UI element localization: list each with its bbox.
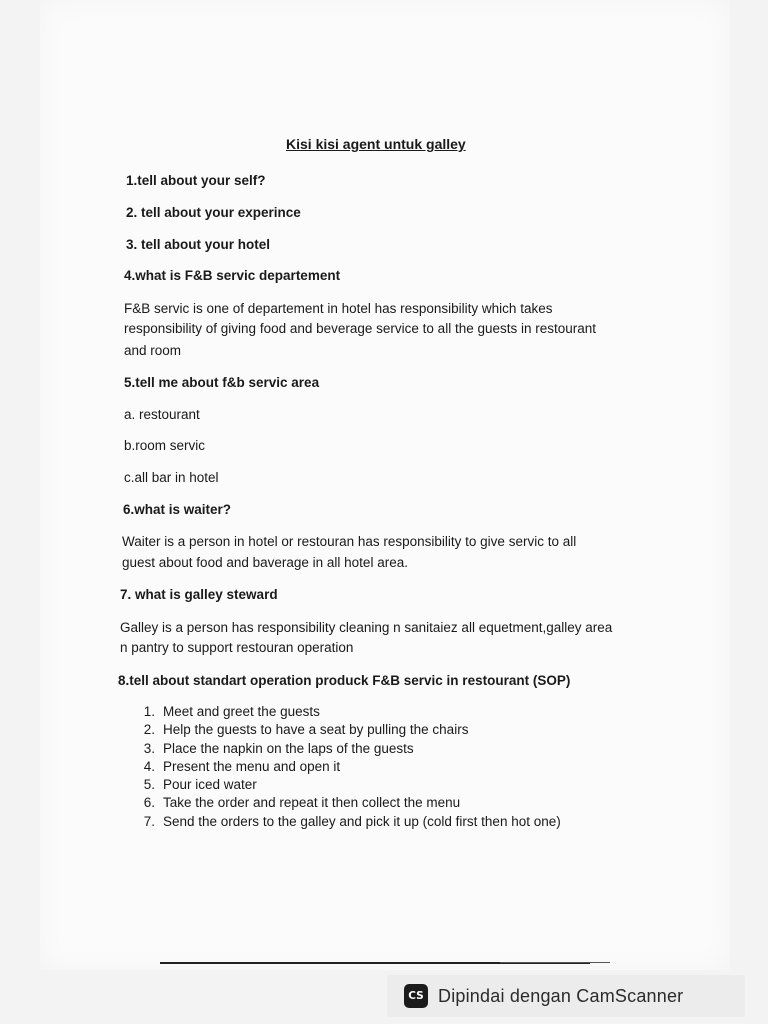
- answer-6-line-2: guest about food and baverage in all hotel area.: [122, 555, 408, 570]
- list-item-number: 7.: [143, 813, 155, 829]
- answer-4-line-3: and room: [124, 343, 182, 358]
- question-7: 7. what is galley steward: [120, 587, 278, 602]
- sop-list: [135, 703, 561, 831]
- list-item: [135, 740, 561, 758]
- list-item: [135, 703, 561, 721]
- question-8: 8.tell about standart operation produck F&B servic in restourant (SOP): [118, 673, 571, 688]
- document-title: Kisi kisi agent untuk galley: [286, 136, 466, 152]
- question-5: 5.tell me about f&b servic area: [124, 375, 320, 390]
- list-item-text: Pour iced water: [163, 777, 257, 793]
- question-1: 1.tell about your self?: [126, 173, 266, 188]
- camscanner-text: Dipindai dengan CamScanner: [438, 985, 684, 1006]
- answer-7-line-1: Galley is a person has responsibility cleaning n sanitaiez all equetment,galley area: [120, 620, 613, 635]
- camscanner-watermark: [387, 975, 745, 1017]
- list-item-number: 2.: [143, 722, 155, 738]
- list-item-text: Help the guests to have a seat by pulling the chairs: [163, 722, 469, 738]
- list-item: [135, 721, 561, 739]
- list-item: [135, 813, 561, 831]
- list-item-number: 3.: [143, 740, 155, 756]
- answer-4-line-1: F&B servic is one of departement in hotel has responsibility which takes: [124, 301, 553, 316]
- list-item-number: 4.: [143, 758, 155, 774]
- list-item-text: Place the napkin on the laps of the guests: [163, 740, 414, 756]
- list-item-text: Meet and greet the guests: [163, 704, 320, 719]
- list-item: [135, 758, 561, 776]
- list-item: [135, 776, 561, 794]
- question-2: 2. tell about your experince: [126, 205, 301, 220]
- answer-5-item-c: c.all bar in hotel: [124, 470, 219, 485]
- answer-5-item-b: b.room servic: [124, 438, 206, 453]
- camscanner-logo-icon: CS: [404, 984, 428, 1008]
- list-item-number: 6.: [143, 795, 155, 811]
- question-6: 6.what is waiter?: [123, 502, 232, 517]
- list-item: [135, 794, 561, 812]
- list-item-text: Take the order and repeat it then collect the menu: [163, 795, 461, 811]
- page-edge-line-secondary: [500, 962, 610, 963]
- question-4: 4.what is F&B servic departement: [124, 268, 341, 283]
- answer-6-line-1: Waiter is a person in hotel or restouran has responsibility to give servic to all: [122, 534, 577, 549]
- question-3: 3. tell about your hotel: [126, 237, 271, 252]
- answer-5-item-a: a. restourant: [124, 407, 200, 422]
- answer-7-line-2: n pantry to support restouran operation: [120, 640, 354, 655]
- answer-4-line-2: responsibility of giving food and beverage service to all the guests in restourant: [124, 321, 597, 336]
- list-item-text: Present the menu and open it: [163, 758, 341, 774]
- list-item-text: Send the orders to the galley and pick it up (cold first then hot one): [163, 813, 561, 829]
- list-item-number: 5.: [143, 777, 155, 793]
- list-item-number: 1.: [143, 704, 155, 719]
